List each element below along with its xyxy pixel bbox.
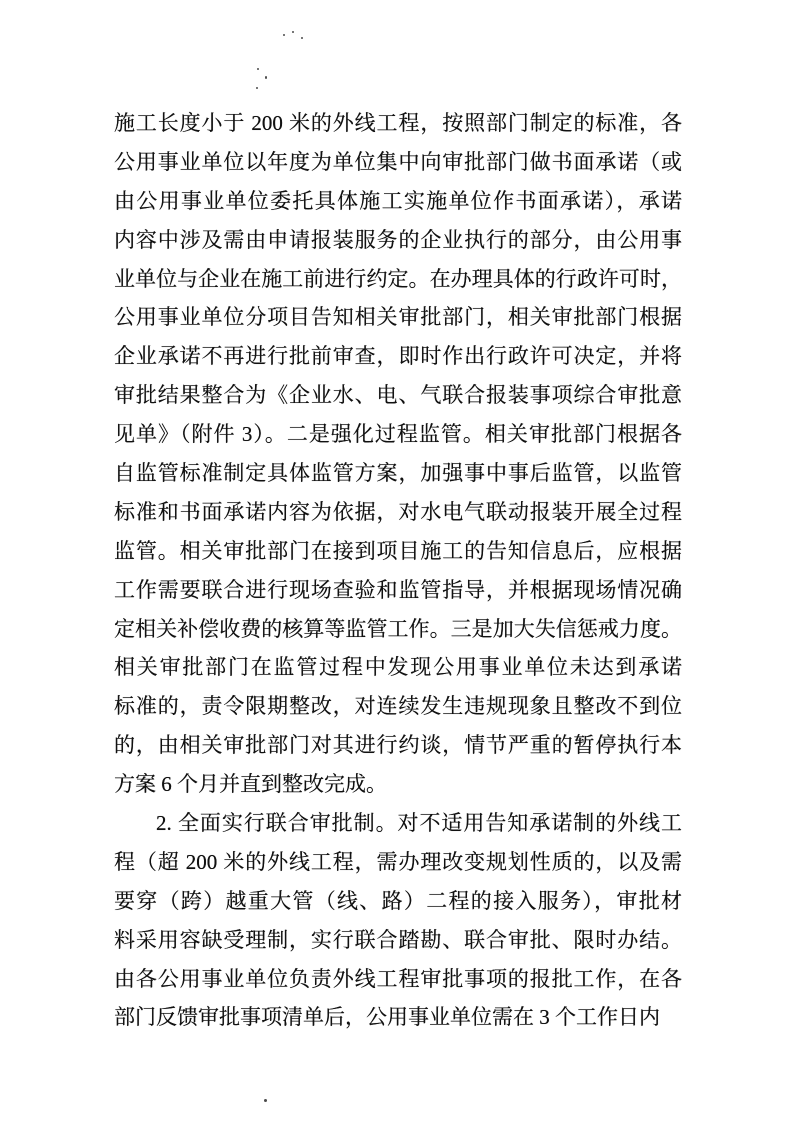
text-line: 自监管标准制定具体监管方案，加强事中事后监管，以监管 <box>114 461 682 486</box>
text-line: 由各公用事业单位负责外线工程审批事项的报批工作，在各 <box>114 966 682 991</box>
text-line-paragraph-end: 方案 6 个月并直到整改完成。 <box>114 772 387 797</box>
text-line: 要穿（跨）越重大管（线、路）二程的接入服务），审批材 <box>114 888 682 913</box>
text-line: 程（超 200 米的外线工程，需办理改变规划性质的，以及需 <box>114 849 682 874</box>
text-line: 内容中涉及需由申请报装服务的企业执行的部分，由公用事 <box>114 227 682 252</box>
text-line: 见单》（附件 3）。二是强化过程监管。相关审批部门根据各 <box>114 422 682 447</box>
text-line: 企业承诺不再进行批前审查，即时作出行政许可决定，并将 <box>114 344 682 369</box>
text-line: 施工长度小于 200 米的外线工程，按照部门制定的标准，各 <box>114 111 682 135</box>
scan-speckle <box>301 37 303 39</box>
scan-speckle <box>257 68 259 70</box>
text-line-paragraph-start: 2. 全面实行联合审批制。对不适用告知承诺制的外线工 <box>156 811 682 836</box>
scan-speckle <box>283 34 285 36</box>
document-body-text <box>114 104 682 1037</box>
text-line: 相关审批部门在监管过程中发现公用事业单位未达到承诺 <box>114 655 682 680</box>
text-line: 工作需要联合进行现场查验和监管指导，并根据现场情况确 <box>114 577 682 602</box>
text-line: 业单位与企业在施工前进行约定。在办理具体的行政许可时， <box>114 266 682 291</box>
text-line: 标准的，责令限期整改，对连续发生违规现象且整改不到位 <box>114 694 682 719</box>
text-line: 由公用事业单位委托具体施工实施单位作书面承诺），承诺 <box>114 188 682 213</box>
scan-speckle <box>292 31 294 33</box>
text-line: 标准和书面承诺内容为依据，对水电气联动报装开展全过程 <box>114 499 682 524</box>
text-line: 部门反馈审批事项清单后，公用事业单位需在 3 个工作日内 <box>114 1005 660 1030</box>
scan-speckle <box>264 1099 267 1102</box>
text-line: 公用事业单位分项目告知相关审批部门，相关审批部门根据 <box>114 305 682 330</box>
text-line: 监管。相关审批部门在接到项目施工的告知信息后，应根据 <box>114 538 682 563</box>
text-line: 公用事业单位以年度为单位集中向审批部门做书面承诺（或 <box>114 149 682 174</box>
text-line: 的，由相关审批部门对其进行约谈，情节严重的暂停执行本 <box>114 733 682 758</box>
text-line: 定相关补偿收费的核算等监管工作。三是加大失信惩戒力度。 <box>114 616 682 641</box>
text-line: 审批结果整合为《企业水、电、气联合报装事项综合审批意 <box>114 383 682 408</box>
text-line: 料采用容缺受理制，实行联合踏勘、联合审批、限时办结。 <box>114 927 682 952</box>
scan-speckle <box>265 76 267 79</box>
scan-speckle <box>256 87 258 89</box>
